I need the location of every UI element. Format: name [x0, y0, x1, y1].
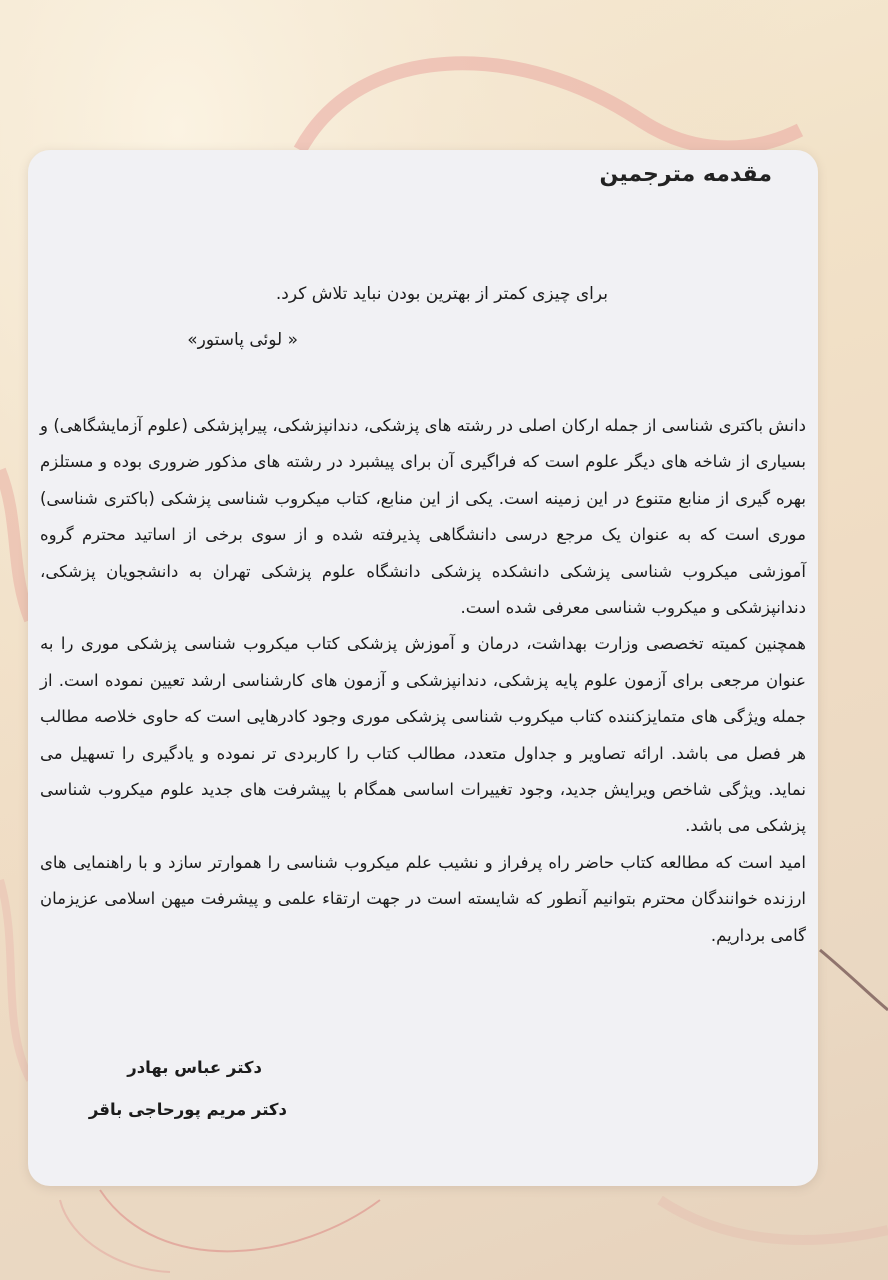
epigraph-author: « لوئی پاستور»	[187, 330, 298, 350]
signature-author-2: دکتر مریم پورحاجی باقر	[88, 1100, 287, 1119]
preface-body	[40, 408, 806, 954]
translators-preface-card	[28, 150, 818, 1186]
paragraph: همچنین کمیته تخصصی وزارت بهداشت، درمان و آموزش پزشکی کتاب میکروب شناسی پزشکی موری را به عنوان مرجعی برای آزمون علوم پایه پزشکی، دندانپزشکی و آزمون های کارشناسی ارشد تعیین نموده است. از جمله ویژگی های متمایزکننده کتاب میکروب شناسی پزشکی موری وجود کادرهایی است که حاوی خلاصه مطالب هر فصل می باشد. ارائه تصاویر و جداول متعدد، مطالب کتاب را کاربردی تر نموده و یادگیری را تسهیل می نماید. ویژگی شاخص ویرایش جدید، وجود تغییرات اساسی همگام با پیشرفت های جدید علوم میکروب شناسی پزشکی می باشد.	[40, 634, 806, 836]
page-title: مقدمه مترجمین	[599, 162, 772, 187]
epigraph-quote: برای چیزی کمتر از بهترین بودن نباید تلاش کرد.	[275, 284, 608, 304]
signature-author-1: دکتر عباس بهادر	[127, 1058, 262, 1077]
paragraph: دانش باکتری شناسی از جمله ارکان اصلی در رشته های پزشکی، دندانپزشکی، پیراپزشکی (علوم آزمایشگاهی) و بسیاری از شاخه های دیگر علوم است که فراگیری آن برای پیشبرد در رشته های مذکور ضروری بوده و مستلزم بهره گیری از منابع متنوع در این زمینه است. یکی از این منابع، کتاب میکروب شناسی پزشکی (باکتری شناسی) موری است که به عنوان یک مرجع درسی دانشگاهی پذیرفته شده و از سوی برخی از اساتید محترم گروه آموزشی میکروب شناسی پزشکی دانشکده پزشکی دانشگاه علوم پزشکی تهران به دانشجویان پزشکی، دندانپزشکی و میکروب شناسی معرفی شده است.	[40, 416, 806, 618]
paragraph: امید است که مطالعه کتاب حاضر راه پرفراز و نشیب علم میکروب شناسی را هموارتر سازد و با راهنمایی های ارزنده خوانندگان محترم بتوانیم آنطور که شایسته است در جهت ارتقاء علمی و پیشرفت میهن اسلامی عزیزمان گامی برداریم.	[40, 852, 806, 945]
